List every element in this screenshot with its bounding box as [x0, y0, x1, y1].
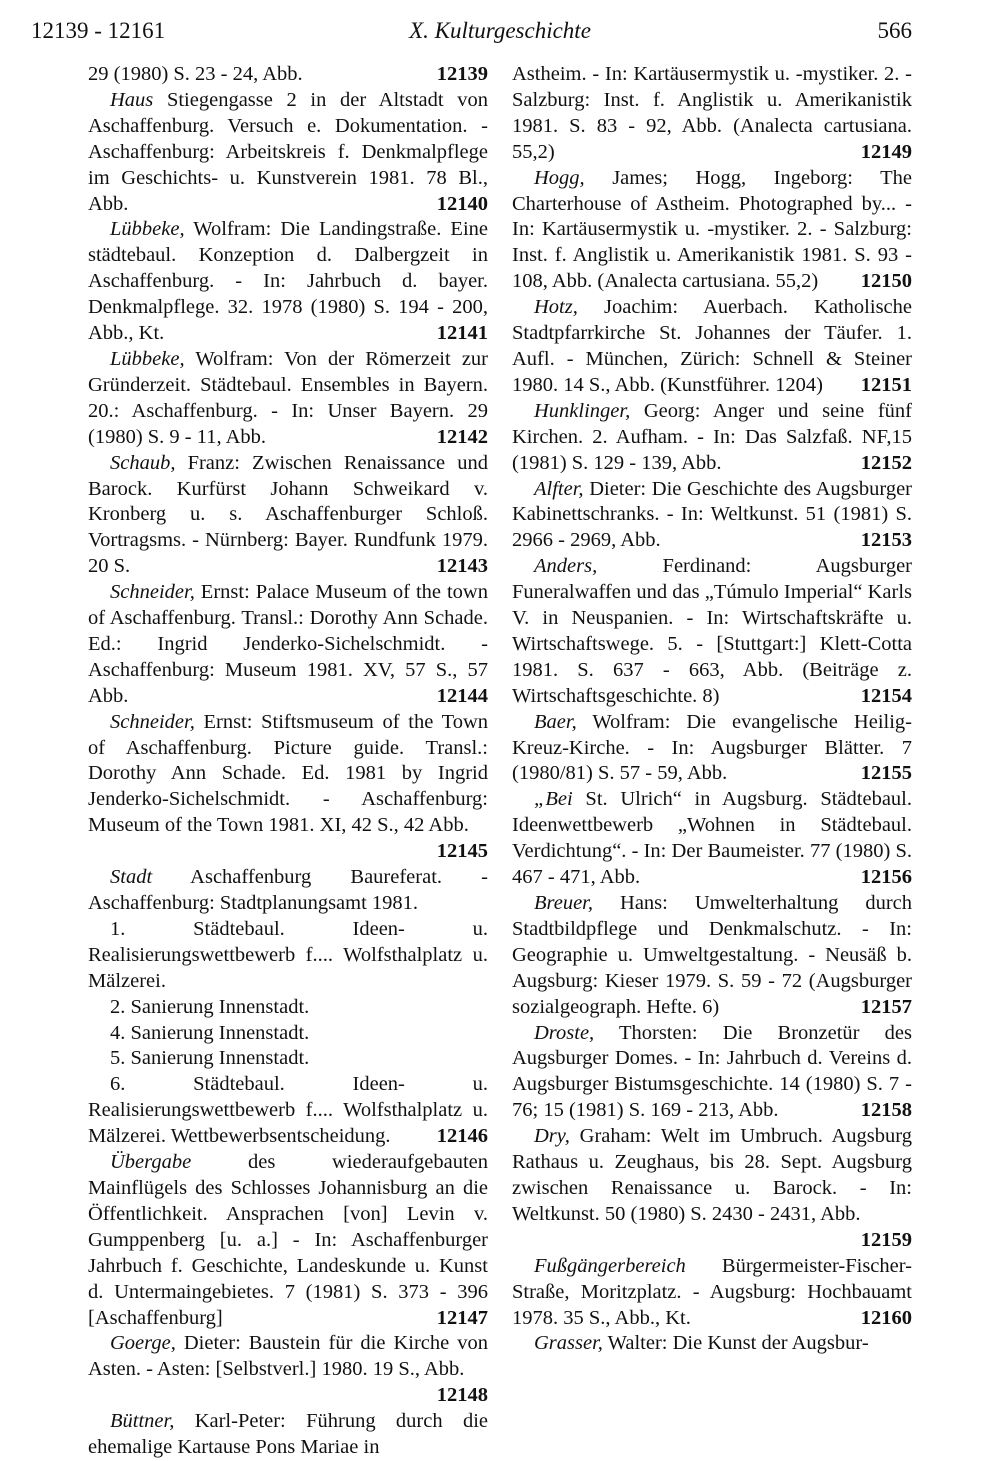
- entry-number: 12156: [860, 866, 912, 889]
- entry-number: 12160: [860, 1306, 912, 1329]
- entry-text: Georg: Anger und seine fünf Kirchen. 2. Aufham. - In: Das Salzfaß. NF,15 (1981) S. 129 - 139, Abb.: [512, 399, 912, 474]
- entry-number: 12150: [860, 270, 912, 293]
- entry-number: 12140: [436, 192, 488, 215]
- entry-text: 4. Sanierung Innenstadt.: [110, 1021, 310, 1044]
- entry-text: Ernst: Palace Museum of the town of Aschaffenburg. Transl.: Dorothy Ann Schade. Ed.: Ingrid Jenderko-Sichelschmidt. - Aschaffenburg: Museum 1981. XV, 57 S., 57 Abb.: [88, 581, 488, 707]
- entry-text: Stiegengasse 2 in der Altstadt von Aschaffenburg. Versuch e. Dokumentation. - Aschaffenburg: Arbeitskreis f. Denkmalpflege im Geschichts- u. Kunstverein 1981. 78 Bl., Abb.: [88, 88, 488, 215]
- bibliography-entry: [512, 295, 912, 399]
- entry-text: Thorsten: Die Bronzetür des Augsburger Domes. - In: Jahrbuch d. Vereins d. Augsburger Bistumsgeschichte. 14 (1980) S. 7 - 76; 15 (1981) S. 169 - 213, Abb.: [512, 1021, 912, 1122]
- entry-text: Astheim. - In: Kartäusermystik u. -mystiker. 2. - Salzburg: Inst. f. Anglistik u. Amerikanistik 1981. S. 83 - 92, Abb. (Analecta cartusiana. 55,2): [512, 63, 912, 163]
- entry-author: Hogg,: [534, 166, 585, 189]
- entry-author: Stadt: [110, 866, 153, 889]
- entry-author: Schneider,: [110, 710, 195, 733]
- bibliography-entry: [88, 1072, 488, 1150]
- bibliography-entry: [88, 1021, 488, 1047]
- entry-text: Joachim: Auerbach. Katholische Stadtpfarrkirche St. Johannes der Täufer. 1. Aufl. - München, Zürich: Schnell & Steiner 1980. 14 S., Abb. (Kunstführer. 1204): [512, 296, 912, 396]
- entry-author: Breuer,: [534, 892, 594, 914]
- entry-number: 12151: [860, 373, 912, 396]
- bibliography-entry: [512, 166, 912, 296]
- entry-author: Anders,: [534, 555, 598, 578]
- entry-number: 12141: [436, 322, 488, 345]
- entry-author: Hunklinger,: [534, 399, 631, 422]
- entry-number: 12147: [436, 1306, 488, 1329]
- bibliography-entry: [88, 62, 488, 88]
- bibliography-entry: [512, 1254, 912, 1332]
- entry-text: James; Hogg, Ingeborg: The Charterhouse of Astheim. Photographed by... - In: Kartäusermystik u. -mystiker. 2. - Salzburg: Inst. f. Anglistik u. Amerikanistik 1981. S. 93 - 108, Abb. (Analecta cartusiana. 55,2): [512, 166, 912, 293]
- entry-author: Hotz,: [534, 296, 578, 319]
- entry-text: Dieter: Baustein für die Kirche von Asten. - Asten: [Selbstverl.] 1980. 19 S., Abb.: [88, 1332, 488, 1381]
- entry-text: 2. Sanierung Innenstadt.: [110, 995, 310, 1018]
- entry-text: 29 (1980) S. 23 - 24, Abb.: [88, 63, 303, 85]
- entry-number: 12145: [436, 840, 488, 863]
- bibliography-entry: [512, 891, 912, 1021]
- entry-text: Bürgermeister-Fischer-Straße, Moritzplatz. - Augsburg: Hochbauamt 1978. 35 S., Abb., Kt.: [512, 1254, 912, 1329]
- page-header: [0, 14, 1000, 54]
- bibliography-entry: [512, 1021, 912, 1125]
- bibliography-entry: [512, 1124, 912, 1254]
- entry-number: 12148: [436, 1384, 488, 1407]
- bibliography-entry: [88, 1150, 488, 1331]
- entry-author: Baer,: [534, 710, 577, 733]
- entry-text: Hans: Umwelterhaltung durch Stadtbildpflege und Denkmalschutz. - In: Geographie u. Umweltgestaltung. - Neusäß b. Augsburg: Kieser 1979. S. 59 - 72 (Augsburger sozialgeograph. Hefte. 6): [512, 892, 912, 1018]
- section-title: X. Kulturgeschichte: [409, 18, 591, 43]
- entry-author: Übergabe: [110, 1151, 192, 1174]
- entry-author: Grasser,: [534, 1332, 603, 1355]
- entry-author: Goerge,: [110, 1332, 176, 1355]
- bibliography-entry: [512, 477, 912, 555]
- entry-author: Alfter,: [534, 477, 584, 500]
- entry-text: Ferdinand: Augsburger Funeralwaffen und das „Túmulo Imperial“ Karls V. in Neuspanien. - In: Wirtschaftskräfte u. Wirtschaftswege. 5. - [Stuttgart:] Klett-Cotta 1981. S. 637 - 663, Abb. (Beiträge z. Wirtschaftsgeschichte. 8): [512, 555, 912, 707]
- bibliography-entry: [88, 710, 488, 865]
- bibliography-entry: [88, 1046, 488, 1072]
- bibliography-entry: [512, 62, 912, 166]
- entry-text: Karl-Peter: Führung durch die ehemalige Kartause Pons Mariae in: [88, 1410, 488, 1459]
- entry-author: Dry,: [534, 1125, 570, 1148]
- entry-text: Graham: Welt im Umbruch. Augsburg Rathaus u. Zeughaus, bis 28. Sept. Augsburg zwischen Renaissance u. Barock. - In: Weltkunst. 50 (1980) S. 2430 - 2431, Abb.: [512, 1125, 912, 1225]
- right-column: [512, 62, 912, 1412]
- bibliography-entry: [88, 917, 488, 995]
- bibliography-entry: [512, 554, 912, 709]
- bibliography-entry: [512, 710, 912, 788]
- entry-author: Schaub,: [110, 451, 176, 474]
- bibliography-entry: [88, 217, 488, 347]
- entry-number: 12157: [860, 995, 912, 1018]
- entry-author: Fußgängerbereich: [534, 1254, 686, 1277]
- entry-range: 12139 - 12161: [31, 18, 166, 43]
- entry-text: 6. Städtebaul. Ideen- u. Realisierungswettbewerb f.... Wolfsthalplatz u. Mälzerei. Wettbewerbsentscheidung.: [88, 1073, 488, 1148]
- entry-number: 12155: [860, 762, 912, 785]
- entry-author: Büttner,: [110, 1410, 175, 1433]
- entry-text: Dieter: Die Geschichte des Augsburger Kabinettschranks. - In: Weltkunst. 51 (1981) S. 2966 - 2969, Abb.: [512, 477, 912, 552]
- entry-author: Schneider,: [110, 581, 195, 604]
- bibliography-entry: [88, 865, 488, 917]
- bibliography-entry: [88, 1409, 488, 1461]
- entry-text: Wolfram: Von der Römerzeit zur Gründerzeit. Städtebaul. Ensembles in Bayern. 20.: Aschaffenburg. - In: Unser Bayern. 29 (1980) S. 9 - 11, Abb.: [88, 347, 488, 448]
- bibliography-entry: [512, 1331, 912, 1357]
- entry-number: 12149: [860, 140, 912, 163]
- entry-author: Lübbeke,: [110, 347, 185, 370]
- bibliography-entry: [88, 1331, 488, 1409]
- entry-author: Droste,: [534, 1021, 595, 1044]
- entry-number: 12142: [436, 425, 488, 448]
- entry-text: 1. Städtebaul. Ideen- u. Realisierungswettbewerb f.... Wolfsthalplatz u. Mälzerei.: [88, 917, 488, 992]
- bibliography-entry: [88, 995, 488, 1021]
- entry-text: Ernst: Stiftsmuseum of the Town of Aschaffenburg. Picture guide. Transl.: Dorothy Ann Schade. Ed. 1981 by Ingrid Jenderko-Sichelschmidt. - Aschaffenburg: Museum of the Town 1981. XI, 42 S., 42 Abb.: [88, 710, 488, 837]
- bibliography-entry: [88, 88, 488, 218]
- bibliography-entry: [512, 787, 912, 891]
- entry-text: des wiederaufgebauten Mainflügels des Schlosses Johannisburg an die Öffentlichkeit. Ansprachen [von] Levin v. Gumppenberg [u. a.] - In: Aschaffenburger Jahrbuch f. Geschichte, Landeskunde u. Kunst d. Untermaingebietes. 7 (1981) S. 373 - 396 [Aschaffenburg]: [88, 1151, 488, 1329]
- entry-number: 12139: [436, 63, 488, 85]
- entry-author: „Bei: [534, 788, 573, 811]
- entry-author: Haus: [110, 88, 154, 111]
- entry-number: 12153: [860, 529, 912, 552]
- entry-number: 12154: [860, 684, 912, 707]
- entry-number: 12144: [436, 684, 488, 707]
- page-number: 566: [877, 18, 912, 43]
- entry-number: 12159: [860, 1228, 912, 1251]
- bibliography-entry: [512, 399, 912, 477]
- bibliography-entry: [88, 580, 488, 710]
- entry-text: Aschaffenburg Baureferat. - Aschaffenburg: Stadtplanungsamt 1981.: [88, 866, 488, 914]
- entry-number: 12146: [436, 1125, 488, 1148]
- entry-text: Franz: Zwischen Renaissance und Barock. Kurfürst Johann Schweikard v. Kronberg u. s. Aschaffenburger Schloß. Vortragsms. - Nürnberg: Bayer. Rundfunk 1979. 20 S.: [88, 451, 488, 578]
- entry-number: 12152: [860, 451, 912, 474]
- bibliography-entry: [88, 451, 488, 581]
- entry-text: Wolfram: Die Landingstraße. Eine städtebaul. Konzeption d. Dalbergzeit in Aschaffenburg. - In: Jahrbuch d. bayer. Denkmalpflege. 32. 1978 (1980) S. 194 - 200, Abb., Kt.: [88, 218, 488, 345]
- entry-number: 12158: [860, 1099, 912, 1122]
- entry-author: Lübbeke,: [110, 218, 185, 241]
- entry-text: St. Ulrich“ in Augsburg. Städtebaul. Ideenwettbewerb „Wohnen in Städtebaul. Verdichtung“. - In: Der Baumeister. 77 (1980) S. 467 - 471, Abb.: [512, 788, 912, 889]
- left-column: [88, 62, 488, 1459]
- bibliography-entry: [88, 347, 488, 451]
- entry-text: 5. Sanierung Innenstadt.: [110, 1047, 310, 1070]
- entry-text: Walter: Die Kunst der Augsbur-: [602, 1332, 869, 1355]
- entry-text: Wolfram: Die evangelische Heilig-Kreuz-Kirche. - In: Augsburger Blätter. 7 (1980/81) S. 57 - 59, Abb.: [512, 710, 912, 785]
- entry-number: 12143: [436, 555, 488, 578]
